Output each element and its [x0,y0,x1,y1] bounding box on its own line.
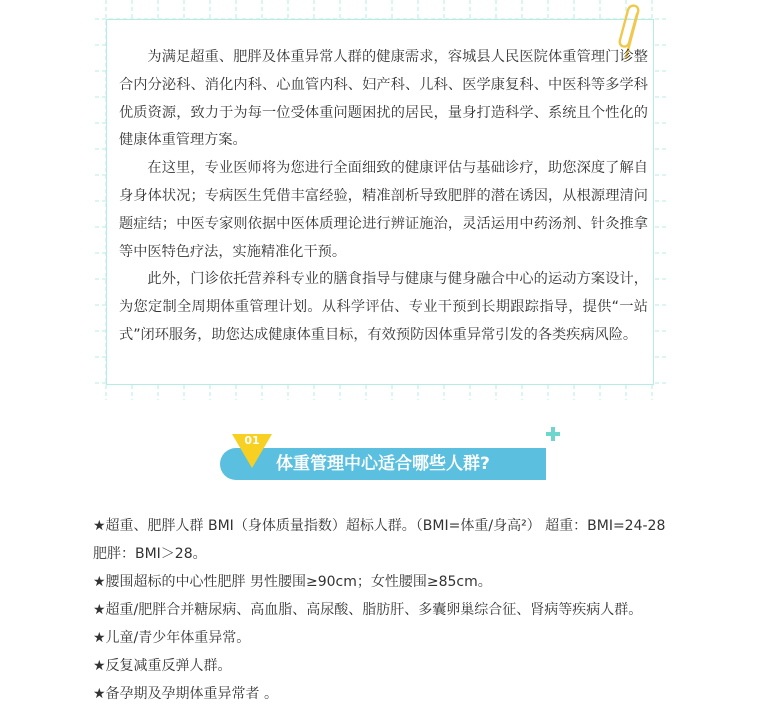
section-number: 01 [244,434,260,447]
list-item: ★反复减重反弹人群。 [93,658,232,674]
intro-paragraph-1: 为满足超重、肥胖及体重异常人群的健康需求，容城县人民医院体重管理门诊整合内分泌科、消化内科、心血管内科、妇产科、儿科、医学康复科、中医科等多学科优质资源，致力于为每一位受体重问题困扰的居民，量身打造科学、系统且个性化的健康体重管理方案。 [119,49,648,149]
intro-paragraph-2: 在这里，专业医师将为您进行全面细致的健康评估与基础诊疗，助您深度了解自身身体状况；专病医生凭借丰富经验，精准剖析导致肥胖的潜在诱因，从根源理清问题症结；中医专家则依据中医体质理论进行辨证施治，灵活运用中药汤剂、针灸推拿等中医特色疗法，实施精准化干预。 [119,160,648,260]
list-item: ★备孕期及孕期体重异常者 。 [93,686,279,702]
list-item: ★超重/肥胖合并糖尿病、高血脂、高尿酸、脂肪肝、多囊卵巢综合征、肾病等疾病人群。 [93,602,643,618]
list-item: ★腰围超标的中心性肥胖 男性腰围≥90cm；女性腰围≥85cm。 [93,574,492,590]
list-item: ★超重、肥胖人群 BMI（身体质量指数）超标人群。（BMI=体重/身高²） 超重：BMI=24-28 肥胖：BMI＞28。 [93,518,666,562]
intro-text [119,44,648,350]
intro-paragraph-3: 此外，门诊依托营养科专业的膳食指导与健康与健身融合中心的运动方案设计，为您定制全周期体重管理计划。从科学评估、专业干预到长期跟踪指导，提供“一站式”闭环服务，助您达成健康体重目标，有效预防因体重异常引发的各类疾病风险。 [119,271,648,343]
target-groups-list [93,512,673,708]
plus-icon [545,426,561,442]
section-banner [220,430,550,482]
section-title: 体重管理中心适合哪些人群? [276,454,490,474]
intro-card [95,0,668,400]
list-item: ★儿童/青少年体重异常。 [93,630,251,646]
